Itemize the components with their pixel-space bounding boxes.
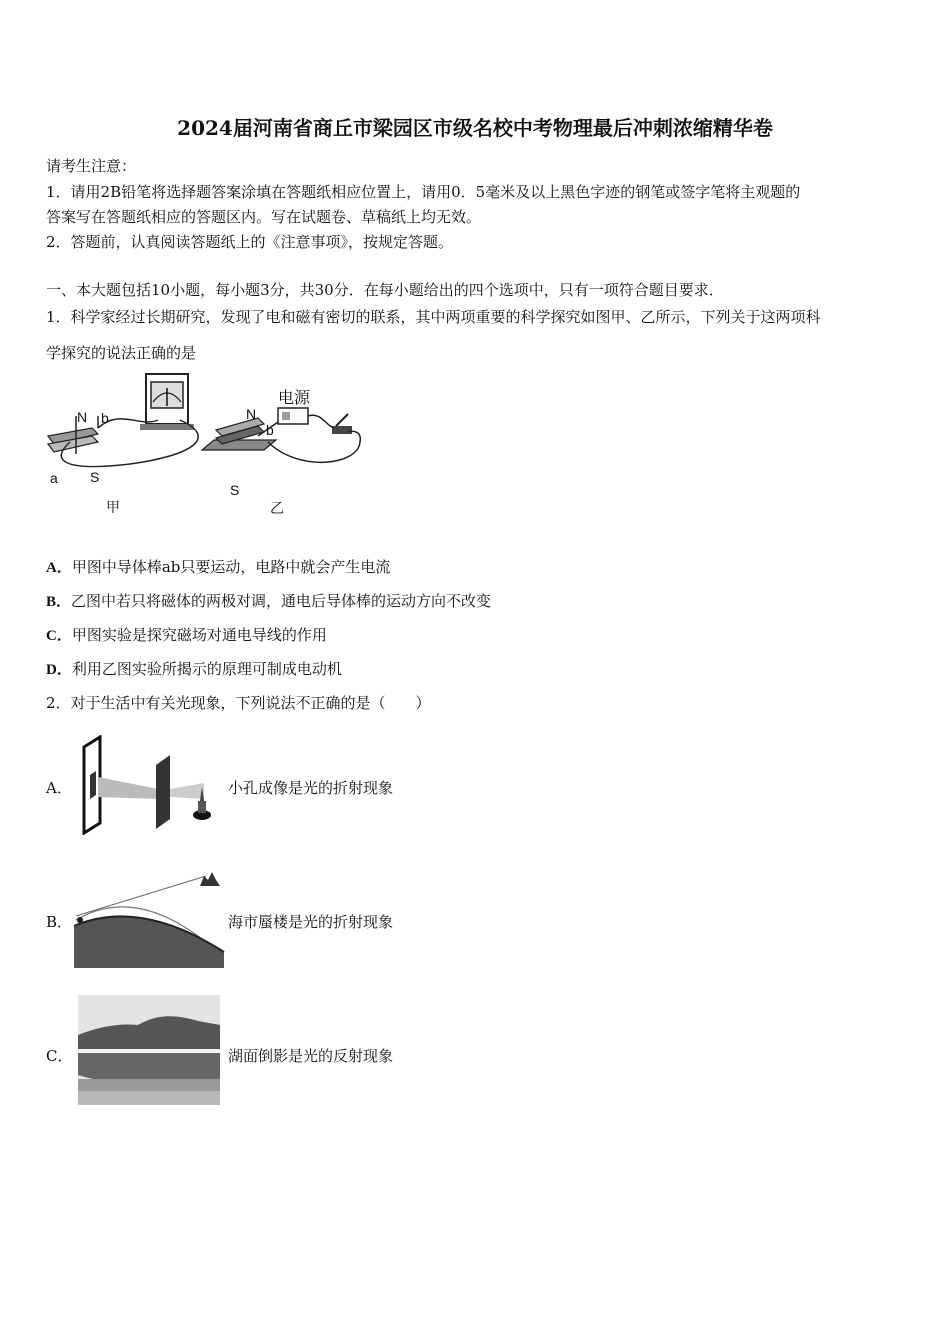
question-1-stem-a: 1．科学家经过长期研究，发现了电和磁有密切的联系，其中两项重要的科学探究如图甲、乙所示，下列关于这两项科: [46, 308, 821, 326]
q1-option-c-text: 甲图实验是探究磁场对通电导线的作用: [71, 626, 327, 644]
q1-option-c[interactable]: [46, 624, 327, 645]
page-title: 2024届河南省商丘市梁园区市级名校中考物理最后冲刺浓缩精华卷: [177, 116, 773, 140]
question-2-stem: 2．对于生活中有关光现象，下列说法不正确的是（ ）: [46, 694, 431, 712]
label-S-yi: S: [230, 482, 240, 498]
notice-line-1b: 答案写在答题纸相应的答题区内。写在试题卷、草稿纸上均无效。: [46, 208, 482, 226]
q1-option-c-key: C．: [46, 628, 72, 644]
section-heading: 一、本大题包括10小题，每小题3分，共30分．在每小题给出的四个选项中，只有一项符合题目要求．: [46, 281, 724, 299]
label-b-jia: b: [101, 410, 109, 426]
q2-option-a-key[interactable]: A．: [46, 779, 72, 797]
lake-reflection-image: [78, 995, 220, 1105]
label-N-yi: N: [246, 406, 257, 422]
q1-option-b-key: B．: [46, 594, 72, 610]
label-a-jia: a: [50, 470, 58, 486]
q2-option-a-text: 小孔成像是光的折射现象: [228, 779, 394, 797]
pinhole-camera-image: [78, 735, 228, 835]
notice-line-1a: 1．请用2B铅笔将选择题答案涂填在答题纸相应位置上，请用0．5毫米及以上黑色字迹的钢笔或签字笔将主观题的: [46, 183, 801, 201]
q1-option-d-text: 利用乙图实验所揭示的原理可制成电动机: [71, 660, 342, 678]
notice-heading: 请考生注意：: [46, 157, 137, 175]
label-N-jia: N: [77, 409, 88, 425]
label-yi: 乙: [270, 500, 284, 516]
label-S-jia: S: [90, 469, 100, 485]
q1-option-b[interactable]: [46, 590, 491, 611]
label-b-yi: b: [266, 422, 274, 438]
q2-option-c-text: 湖面倒影是光的反射现象: [228, 1047, 394, 1065]
q2-option-b-key[interactable]: B．: [46, 913, 73, 931]
q1-option-d-key: D．: [46, 662, 72, 678]
mirage-image: [70, 864, 230, 974]
label-jia: 甲: [106, 499, 120, 515]
q1-option-a[interactable]: [46, 556, 390, 577]
notice-line-2: 2．答题前，认真阅读答题纸上的《注意事项》，按规定答题。: [46, 233, 454, 251]
q1-option-a-key: A．: [46, 560, 72, 576]
q2-option-b-text: 海市蜃楼是光的折射现象: [228, 913, 394, 931]
q2-option-c-key[interactable]: C．: [46, 1047, 73, 1065]
q1-option-d[interactable]: [46, 658, 342, 679]
q1-option-a-text: 甲图中导体棒ab只要运动，电路中就会产生电流: [71, 558, 391, 576]
question-1-stem-b: 学探究的说法正确的是: [46, 344, 197, 362]
q1-option-b-text: 乙图中若只将磁体的两极对调，通电后导体棒的运动方向不改变: [71, 592, 492, 610]
label-power-source: 电源: [278, 390, 311, 407]
